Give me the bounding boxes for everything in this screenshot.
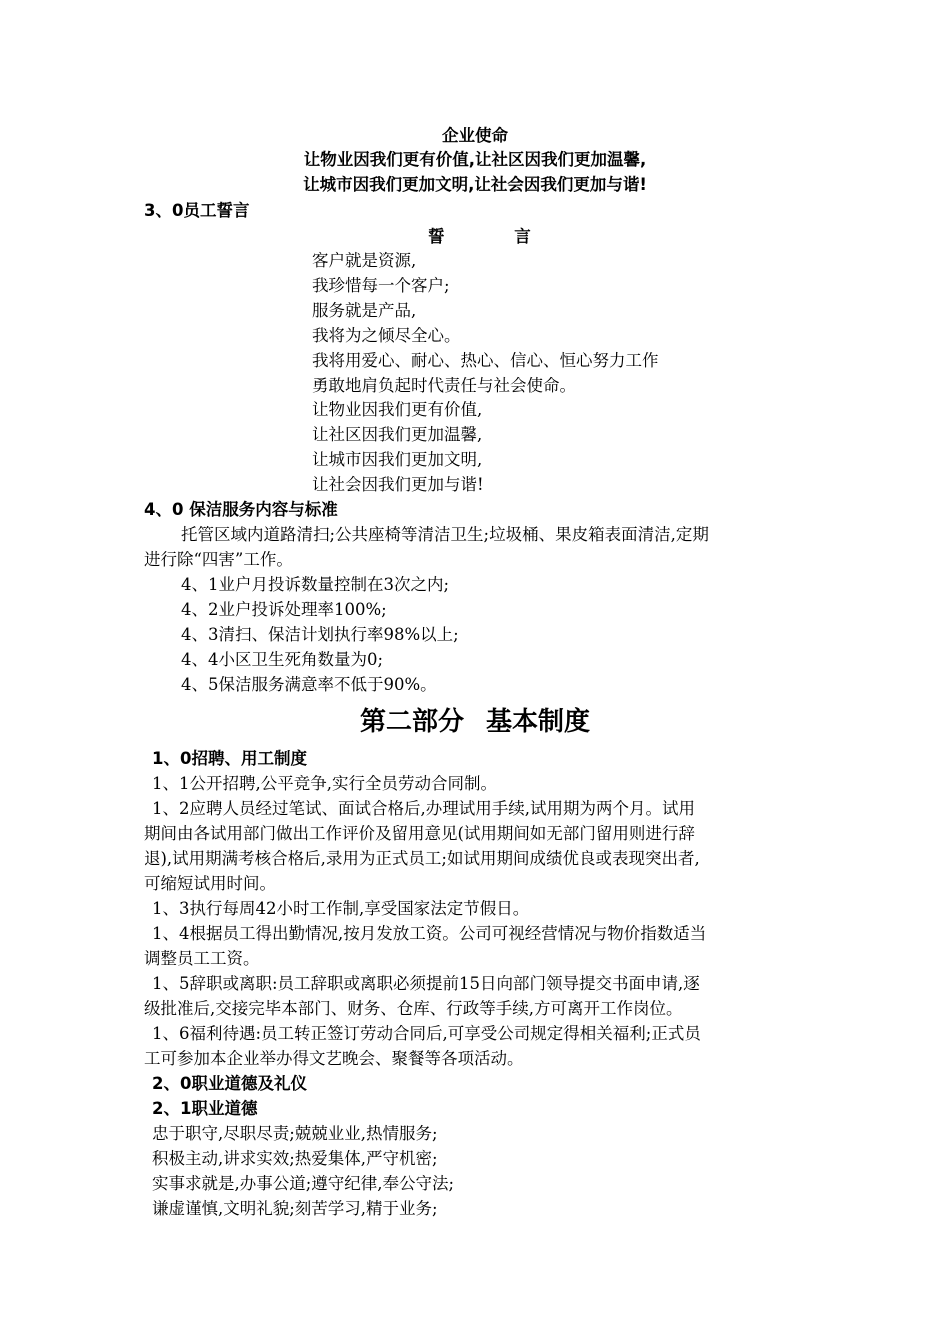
section-4-item: 4、5保洁服务满意率不低于90%。 <box>181 675 437 694</box>
section-1-line: 1、3执行每周42小时工作制,享受国家法定节假日。 <box>152 899 530 918</box>
mission-line-1: 让物业因我们更有价值,让社区因我们更加温馨, <box>303 150 647 169</box>
section-1-line: 可缩短试用时间。 <box>144 874 276 893</box>
oath-line: 我珍惜每一个客户; <box>312 276 450 295</box>
section-1-line: 退),试用期满考核合格后,录用为正式员工;如试用期间成绩优良或表现突出者, <box>144 849 700 868</box>
section-2-line: 积极主动,讲求实效;热爱集体,严守机密; <box>152 1149 438 1168</box>
section-2-heading: 2、0职业道德及礼仪 <box>152 1074 307 1093</box>
section-4-intro-line-1: 托管区域内道路清扫;公共座椅等清洁卫生;垃圾桶、果皮箱表面清洁,定期 <box>181 525 709 544</box>
section-4-item: 4、2业户投诉处理率100%; <box>181 600 387 619</box>
section-1-line: 1、2应聘人员经过笔试、面试合格后,办理试用手续,试用期为两个月。试用 <box>152 799 695 818</box>
mission-line-2: 让城市因我们更加文明,让社会因我们更加与谐! <box>303 175 647 194</box>
section-1-line: 级批准后,交接完毕本部门、财务、仓库、行政等手续,方可离开工作岗位。 <box>144 999 683 1018</box>
section-4-heading: 4、0 保洁服务内容与标准 <box>144 500 338 519</box>
section-1-line: 工可参加本企业举办得文艺晚会、聚餐等各项活动。 <box>144 1049 524 1068</box>
oath-line: 客户就是资源, <box>312 251 417 270</box>
section-4-item: 4、4小区卫生死角数量为0; <box>181 650 384 669</box>
section-1-line: 1、6福利待遇:员工转正签订劳动合同后,可享受公司规定得相关福利;正式员 <box>152 1024 701 1043</box>
part-2-title: 第二部分 基本制度 <box>359 707 591 737</box>
section-1-line: 调整员工工资。 <box>144 949 260 968</box>
oath-line: 勇敢地肩负起时代责任与社会使命。 <box>312 376 576 395</box>
section-1-heading: 1、0招聘、用工制度 <box>152 749 307 768</box>
oath-line: 让社会因我们更加与谐! <box>312 475 484 494</box>
section-1-line: 期间由各试用部门做出工作评价及留用意见(试用期间如无部门留用则进行辞 <box>144 824 695 843</box>
section-2-subheading: 2、1职业道德 <box>152 1099 258 1118</box>
oath-line: 服务就是产品, <box>312 301 417 320</box>
section-2-line: 实事求就是,办事公道;遵守纪律,奉公守法; <box>152 1174 455 1193</box>
section-3-heading: 3、0员工誓言 <box>144 201 250 220</box>
section-1-line: 1、4根据员工得出勤情况,按月发放工资。公司可视经营情况与物价指数适当 <box>152 924 707 943</box>
oath-line: 让城市因我们更加文明, <box>312 450 483 469</box>
section-2-line: 谦虚谨慎,文明礼貌;刻苦学习,精于业务; <box>152 1199 438 1218</box>
section-4-item: 4、1业户月投诉数量控制在3次之内; <box>181 575 450 594</box>
mission-title: 企业使命 <box>442 126 508 145</box>
oath-line: 我将为之倾尽全心。 <box>312 326 461 345</box>
oath-line: 让社区因我们更加温馨, <box>312 425 483 444</box>
section-4-item: 4、3清扫、保洁计划执行率98%以上; <box>181 625 459 644</box>
oath-line: 我将用爱心、耐心、热心、信心、恒心努力工作 <box>312 351 659 370</box>
oath-title: 誓 言 <box>428 227 531 246</box>
oath-line: 让物业因我们更有价值, <box>312 400 483 419</box>
section-4-intro-line-2: 进行除“四害”工作。 <box>144 550 293 569</box>
section-2-line: 忠于职守,尽职尽责;兢兢业业,热情服务; <box>152 1124 438 1143</box>
section-1-line: 1、1公开招聘,公平竞争,实行全员劳动合同制。 <box>152 774 497 793</box>
section-1-line: 1、5辞职或离职:员工辞职或离职必须提前15日向部门领导提交书面申请,逐 <box>152 974 700 993</box>
